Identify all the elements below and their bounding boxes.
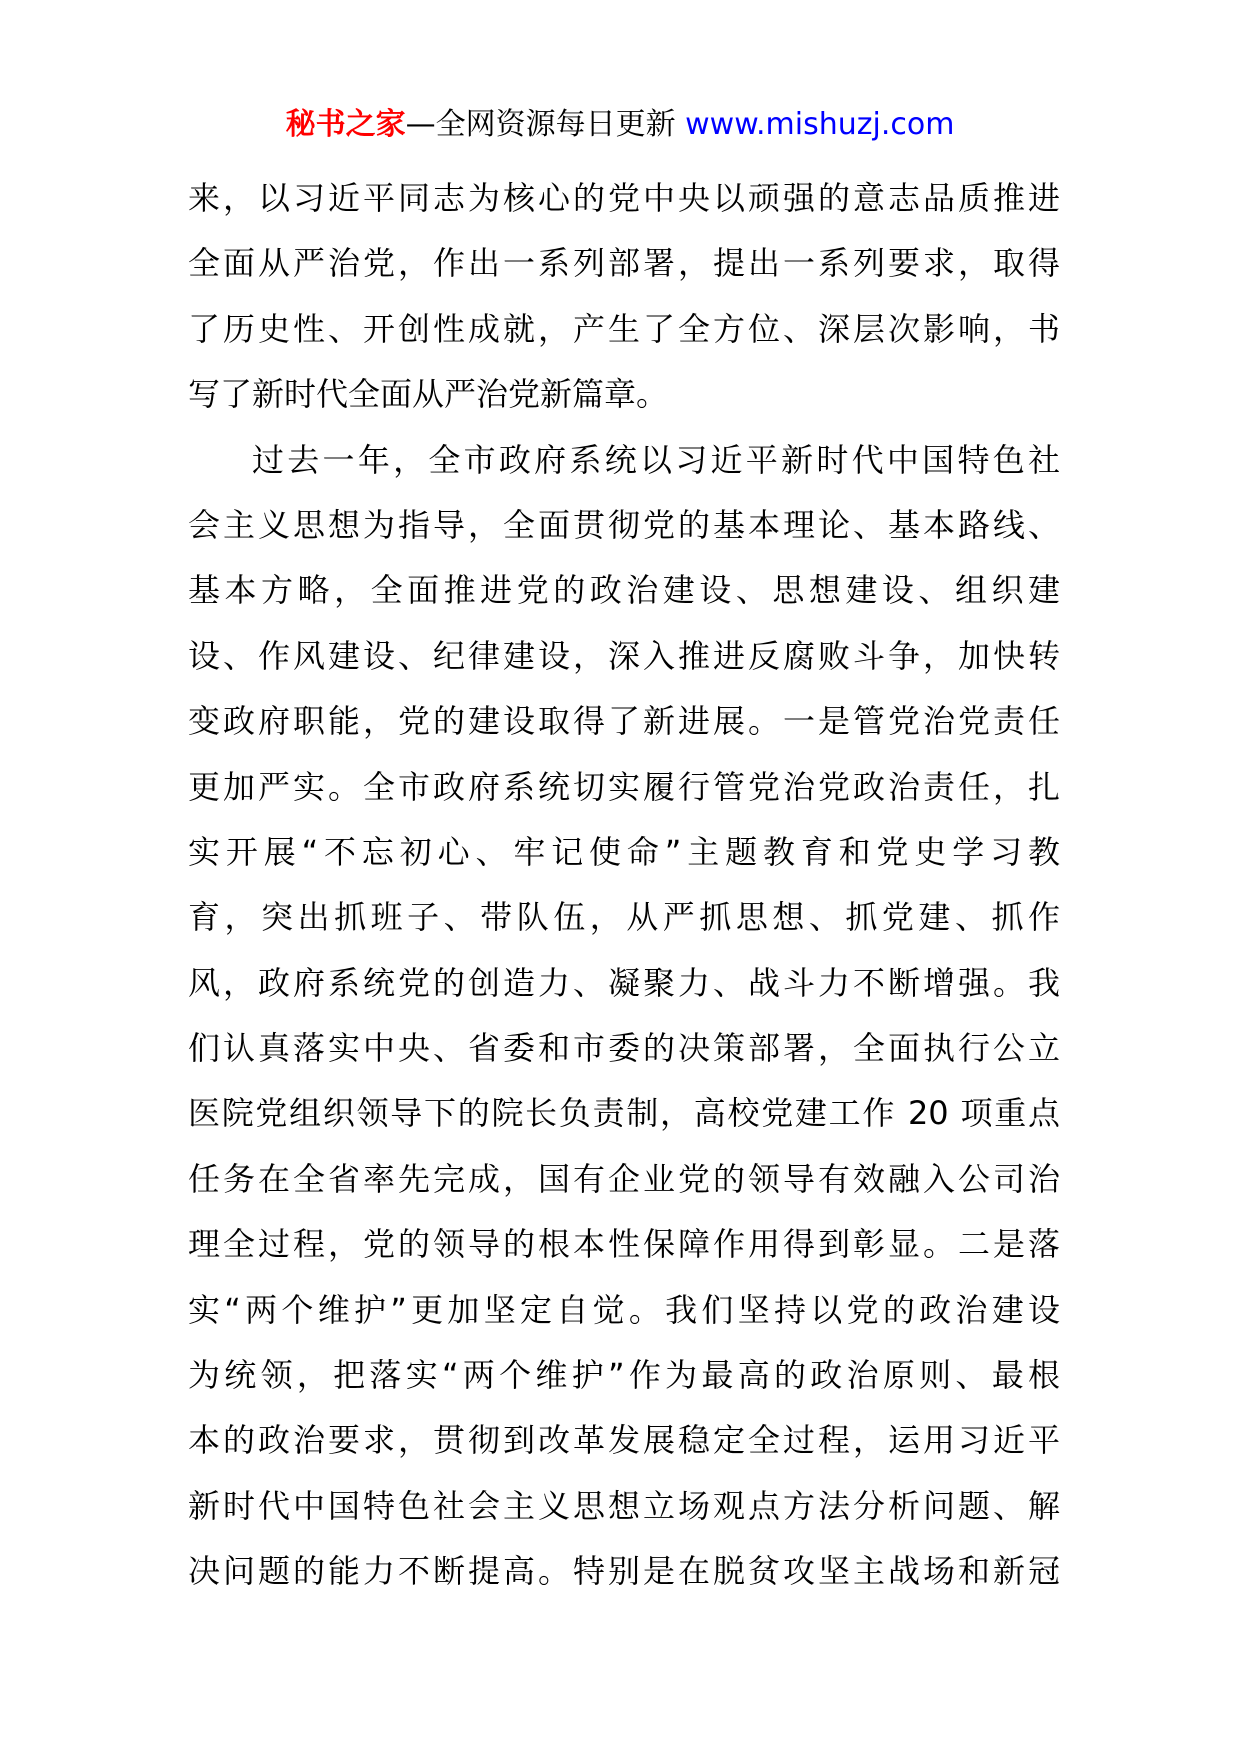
paragraph-1-line: 了历史性、开创性成就，产生了全方位、深层次影响，书: [188, 309, 1060, 348]
paragraph-1-line: 全面从严治党，作出一系列部署，提出一系列要求，取得: [188, 244, 1060, 283]
page-header: [0, 103, 1240, 147]
paragraph-2-line: 任务在全省率先完成，国有企业党的领导有效融入公司治: [188, 1159, 1060, 1198]
header-brand: 秘书之家: [285, 107, 406, 142]
paragraph-2-line: 本的政治要求，贯彻到改革发展稳定全过程，运用习近平: [188, 1421, 1060, 1460]
paragraph-2-line: 设、作风建设、纪律建设，深入推进反腐败斗争，加快转: [188, 636, 1060, 675]
document-body: [188, 166, 1060, 1605]
paragraph-2-line: 风，政府系统党的创造力、凝聚力、战斗力不断增强。我: [188, 963, 1060, 1002]
paragraph-2-line: 变政府职能，党的建设取得了新进展。一是管党治党责任: [188, 702, 1060, 741]
paragraph-1-line: 写了新时代全面从严治党新篇章。: [188, 375, 669, 414]
paragraph-2-line: 实“两个维护”更加坚定自觉。我们坚持以党的政治建设: [188, 1290, 1060, 1329]
header-tagline: —全网资源每日更新: [405, 107, 676, 142]
paragraph-2-line: 基本方略，全面推进党的政治建设、思想建设、组织建: [188, 571, 1060, 610]
paragraph-2-line: 会主义思想为指导，全面贯彻党的基本理论、基本路线、: [188, 505, 1060, 544]
paragraph-2-line: 更加严实。全市政府系统切实履行管党治党政治责任，扎: [188, 767, 1060, 806]
paragraph-2-line: 新时代中国特色社会主义思想立场观点方法分析问题、解: [188, 1486, 1060, 1525]
header-url-link[interactable]: www.mishuzj.com: [685, 107, 955, 142]
paragraph-2-line: 医院党组织领导下的院长负责制，高校党建工作 20 项重点: [188, 1094, 1060, 1133]
paragraph-2-line: 育，突出抓班子、带队伍，从严抓思想、抓党建、抓作: [188, 898, 1060, 937]
paragraph-1-line: 来，以习近平同志为核心的党中央以顽强的意志品质推进: [188, 179, 1060, 217]
paragraph-2-line: 过去一年，全市政府系统以习近平新时代中国特色社: [252, 440, 1060, 479]
paragraph-2-line: 们认真落实中央、省委和市委的决策部署，全面执行公立: [188, 1029, 1060, 1068]
paragraph-2-line: 为统领，把落实“两个维护”作为最高的政治原则、最根: [188, 1356, 1060, 1395]
paragraph-2-line: 理全过程，党的领导的根本性保障作用得到彰显。二是落: [188, 1225, 1060, 1264]
paragraph-2-line: 实开展“不忘初心、牢记使命”主题教育和党史学习教: [188, 832, 1060, 871]
paragraph-2-line: 决问题的能力不断提高。特别是在脱贫攻坚主战场和新冠: [188, 1552, 1060, 1591]
